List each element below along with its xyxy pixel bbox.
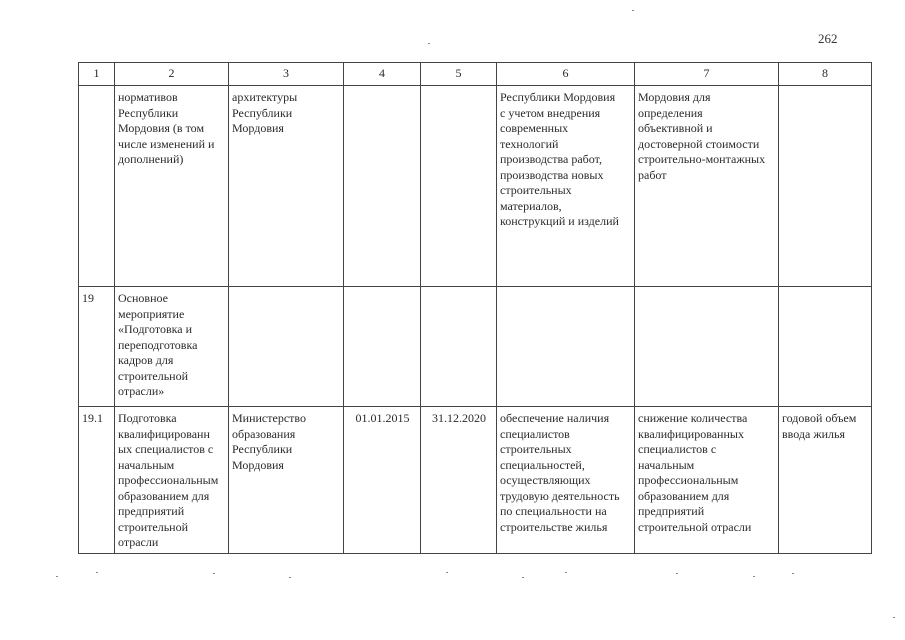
column-header: 1 [79, 63, 115, 86]
table-cell-indicator [779, 287, 872, 407]
table-cell-activity: Основное мероприятие «Подготовка и переподготовка кадров для строительной отрасли» [115, 287, 229, 407]
table-cell-consequences: Мордовия для определения объективной и достоверной стоимости строительно-монтажных работ [635, 86, 779, 287]
table-header-row [79, 63, 872, 86]
table-cell-number [79, 86, 115, 287]
table-cell-consequences: снижение количества квалифицированных специалистов с начальным профессиональным образованием для предприятий строительной отрасли [635, 407, 779, 554]
table-cell-number: 19.1 [79, 407, 115, 554]
column-header: 5 [421, 63, 497, 86]
column-header: 7 [635, 63, 779, 86]
table-cell-activity: нормативов Республики Мордовия (в том числе изменений и дополнений) [115, 86, 229, 287]
column-header: 2 [115, 63, 229, 86]
table-cell-end-date [421, 86, 497, 287]
table-cell-start-date: 01.01.2015 [344, 407, 421, 554]
table-cell-expected-result: Республики Мордовия с учетом внедрения современных технологий производства работ, производства новых строительных материалов, конструкций и изделий [497, 86, 635, 287]
column-header: 3 [229, 63, 344, 86]
table-cell-responsible [229, 287, 344, 407]
table-cell-end-date: 31.12.2020 [421, 407, 497, 554]
table-cell-expected-result: обеспечение наличия специалистов строительных специальностей, осуществляющих трудовую деятельность по специальности на строительстве жилья [497, 407, 635, 554]
table-cell-activity: Подготовка квалифицированн ых специалистов с начальным профессиональным образованием для предприятий строительной отрасли [115, 407, 229, 554]
column-header: 6 [497, 63, 635, 86]
column-header: 4 [344, 63, 421, 86]
table-cell-responsible: архитектуры Республики Мордовия [229, 86, 344, 287]
table-cell-indicator: годовой объем ввода жилья [779, 407, 872, 554]
table-cell-indicator [779, 86, 872, 287]
table-row [79, 86, 872, 287]
document-table [78, 62, 872, 554]
table-cell-end-date [421, 287, 497, 407]
table-cell-start-date [344, 287, 421, 407]
table-cell-consequences [635, 287, 779, 407]
page-number: 262 [818, 31, 838, 46]
table-cell-responsible: Министерство образования Республики Мордовия [229, 407, 344, 554]
table-cell-expected-result [497, 287, 635, 407]
table-cell-number: 19 [79, 287, 115, 407]
table-row [79, 407, 872, 554]
table-cell-start-date [344, 86, 421, 287]
table-row [79, 287, 872, 407]
column-header: 8 [779, 63, 872, 86]
